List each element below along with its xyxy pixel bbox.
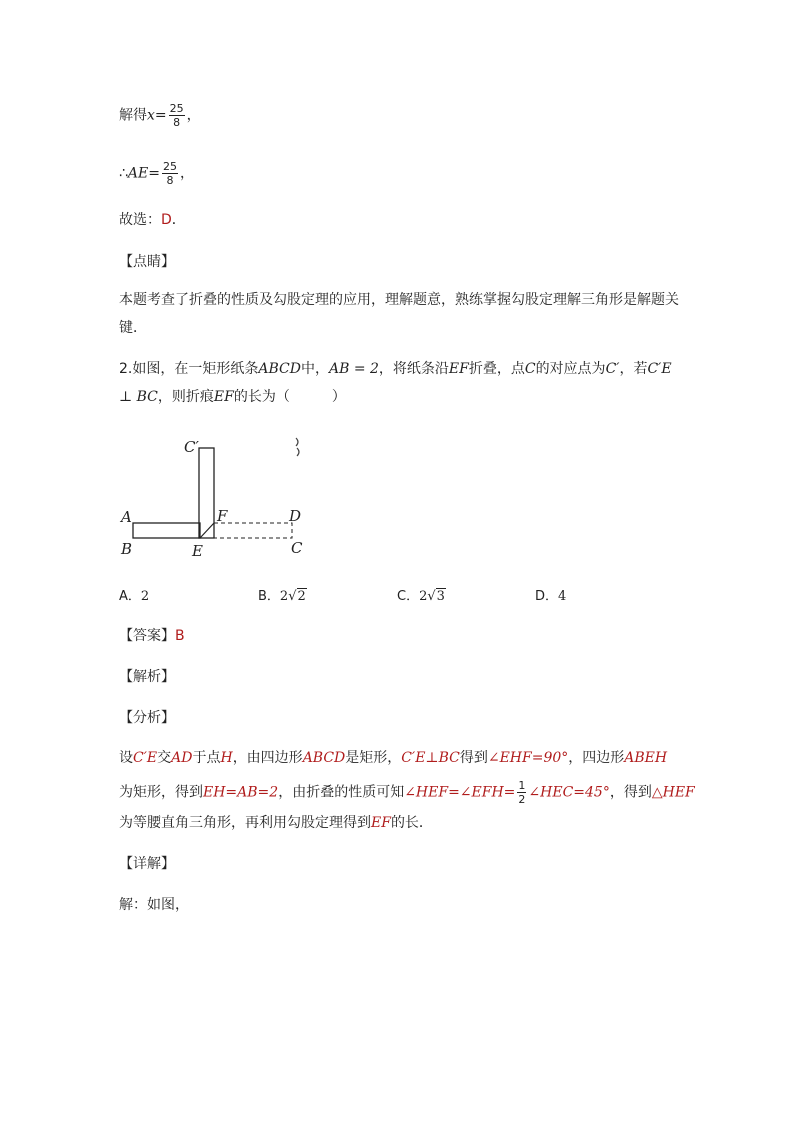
sqrt-sign: √ [288, 589, 297, 604]
fold-figure [110, 430, 320, 570]
label-a: A [121, 508, 132, 526]
xiangjie-text: 解：如图， [119, 897, 189, 913]
label-b: B [121, 540, 133, 558]
dianjing-heading: 【点睛】 [119, 254, 175, 270]
answer-line: 【答案】B [119, 628, 185, 644]
question-2-text: 2.如图，在一矩形纸条ABCD中，AB = 2，将纸条沿EF折叠，点C的对应点为C′，若C′E ⊥ BC，则折痕EF的长为（ ） [119, 361, 672, 405]
solve-line-x: 解得x= $\frac{25}{8}$ ， [119, 102, 201, 129]
label-f: F [217, 507, 228, 525]
fraction-25-8: $\frac{25}{8}$ [163, 160, 177, 187]
xiangjie-heading: 【详解】 [119, 856, 175, 872]
fenxi-heading: 【分析】 [119, 710, 175, 726]
label-c: C [291, 539, 303, 557]
option-c[interactable]: C．2√3 [397, 589, 445, 604]
jiexi-heading: 【解析】 [119, 669, 175, 685]
option-b[interactable]: B．2√2 [258, 589, 306, 604]
sqrt-sign: √ [427, 589, 436, 604]
label-cprime: C′ [184, 438, 199, 456]
dianjing-text: 本题考查了折叠的性质及勾股定理的应用，理解题意，熟练掌握勾股定理解三角形是解题关键． [119, 292, 679, 336]
folded-strip [199, 448, 214, 538]
fold-line-ef [200, 523, 214, 538]
fraction-1-2: $\frac{1}{2}$ [518, 779, 526, 806]
stray-mark [296, 438, 299, 456]
solve-line-choice: 故选：D． [119, 212, 186, 228]
fenxi-line-3: 为等腰直角三角形，再利用勾股定理得到EF的长． [119, 815, 433, 831]
fenxi-line-2: 为矩形，得到EH=AB=2，由折叠的性质可知∠HEF=∠EFH= $\frac{1}{2}$ ∠HEC=45°，得到△HEF [119, 779, 695, 806]
option-a[interactable]: A．2 [119, 589, 150, 604]
option-d[interactable]: D．4 [535, 589, 567, 604]
fraction-25-8: $\frac{25}{8}$ [169, 102, 184, 129]
label-e: E [192, 542, 203, 560]
label-d: D [289, 507, 302, 525]
strip-abeh [133, 523, 200, 538]
fenxi-line-1: 设C′E交AD于点H，由四边形ABCD是矩形，C′E⊥BC得到∠EHF=90°，四边形ABEH [119, 750, 668, 766]
solve-line-ae: ∴AE= $\frac{25}{8}$ ， [119, 160, 194, 187]
